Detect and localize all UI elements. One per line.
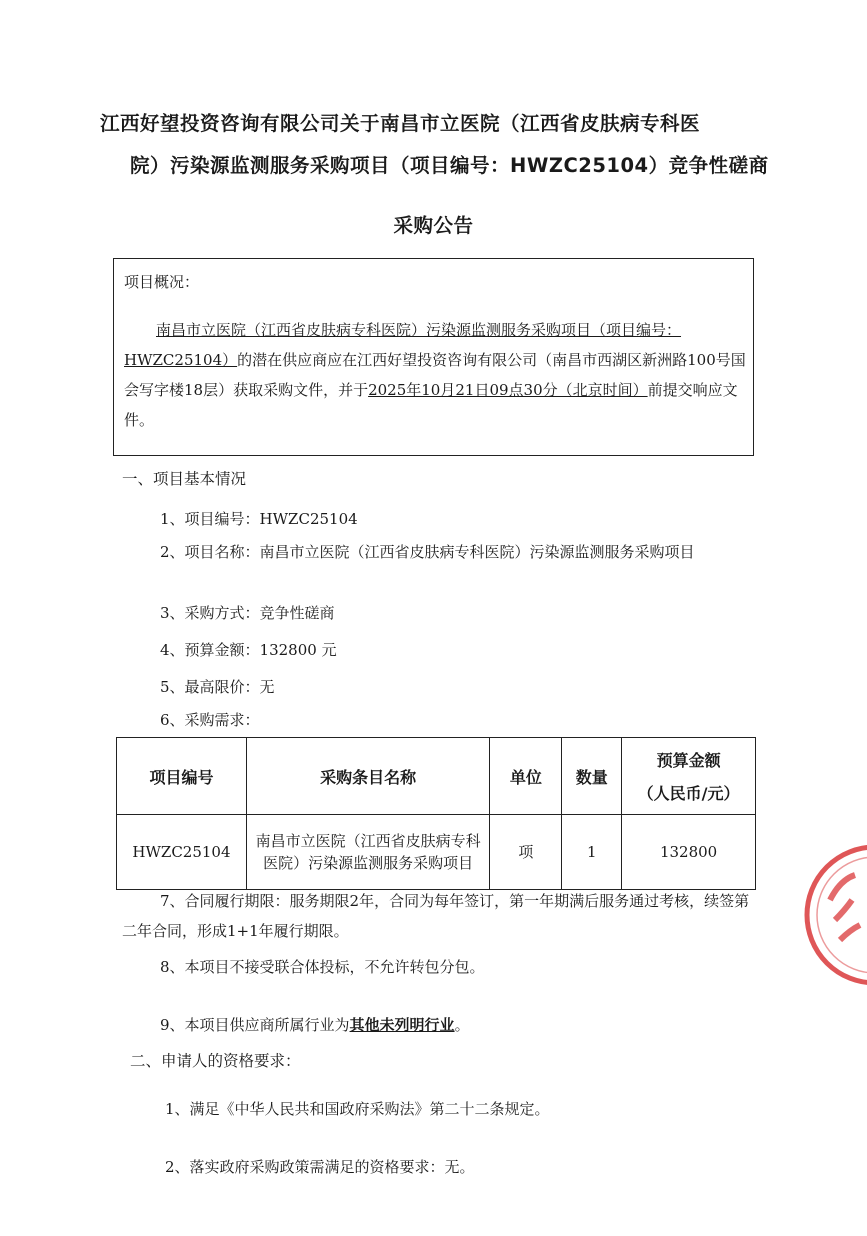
col-item-name: 采购条目名称 <box>246 738 489 815</box>
item-budget <box>160 639 337 661</box>
overview-text2: 前提交响应文件。 <box>124 381 738 429</box>
item-project-name <box>160 541 750 563</box>
col-budget-line1: 预算金额 <box>656 751 721 770</box>
table-header-row <box>117 738 756 815</box>
item-procurement-method <box>160 602 335 624</box>
overview-text1: 的潜在供应商应在江西好望投资咨询有限公司（南昌市西湖区新洲路100号国会写字楼18层）获取采购文件，并于 <box>124 351 746 399</box>
col-budget-line2: （人民币/元） <box>637 784 740 803</box>
requirements-table <box>116 737 756 890</box>
overview-project-link: 南昌市立医院（江西省皮肤病专科医院）污染源监测服务采购项目（项目编号：HWZC25104） <box>124 321 682 369</box>
item-value: 132800 元 <box>259 641 337 659</box>
item-value: 无 <box>259 678 275 696</box>
industry-suffix: 。 <box>454 1016 470 1034</box>
item-label: 3、采购方式： <box>160 604 260 622</box>
qualification-item1: 1、满足《中华人民共和国政府采购法》第二十二条规定。 <box>165 1100 550 1118</box>
cell-quantity: 1 <box>562 815 622 890</box>
item-value: HWZC25104 <box>259 510 358 528</box>
table-row <box>117 815 756 890</box>
section2-heading-text: 二、申请人的资格要求： <box>130 1052 301 1070</box>
item-project-number <box>160 508 358 530</box>
item-label: 4、预算金额： <box>160 641 260 659</box>
section2-heading <box>130 1024 301 1070</box>
overview-text <box>124 315 746 435</box>
qualification-item2: 2、落实政府采购政策需满足的资格要求：无。 <box>165 1158 475 1176</box>
item-label: 6、采购需求： <box>160 711 260 729</box>
item-value: 南昌市立医院（江西省皮肤病专科医院）污染源监测服务采购项目 <box>259 543 695 561</box>
section1-heading: 一、项目基本情况 <box>122 470 247 488</box>
item-label: 2、项目名称： <box>160 543 260 561</box>
document-title-line1: 江西好望投资咨询有限公司关于南昌市立医院（江西省皮肤病专科医 <box>100 112 701 135</box>
industry-prefix: 9、本项目供应商所属行业为 <box>160 1016 350 1034</box>
item-contract-period: 7、合同履行期限：服务期限2年，合同为每年签订，第一年期满后服务通过考核，续签第二年合同，形成1+1年履行期限。 <box>122 892 750 940</box>
col-project-number: 项目编号 <box>117 738 247 815</box>
industry-value: 其他未列明行业 <box>349 1016 455 1034</box>
overview-deadline: 2025年10月21日09点30分（北京时间） <box>368 381 648 399</box>
col-unit: 单位 <box>490 738 562 815</box>
item-no-consortium: 8、本项目不接受联合体投标，不允许转包分包。 <box>160 958 485 976</box>
col-budget <box>622 738 756 815</box>
cell-unit: 项 <box>490 815 562 890</box>
cell-budget: 132800 <box>622 815 756 890</box>
project-overview-box <box>113 258 754 456</box>
item-label: 5、最高限价： <box>160 678 260 696</box>
official-seal-icon <box>800 840 867 990</box>
item-max-price <box>160 676 275 698</box>
item-value: 竞争性磋商 <box>259 604 335 622</box>
cell-project-number: HWZC25104 <box>117 815 247 890</box>
document-title-line3: 采购公告 <box>393 214 474 237</box>
cell-item-name: 南昌市立医院（江西省皮肤病专科医院）污染源监测服务采购项目 <box>246 815 489 890</box>
col-quantity: 数量 <box>562 738 622 815</box>
overview-heading: 项目概况： <box>124 273 200 291</box>
document-title-line2: 院）污染源监测服务采购项目（项目编号：HWZC25104）竞争性磋商 <box>130 154 769 177</box>
item-label: 1、项目编号： <box>160 510 260 528</box>
item-requirements <box>160 709 260 731</box>
